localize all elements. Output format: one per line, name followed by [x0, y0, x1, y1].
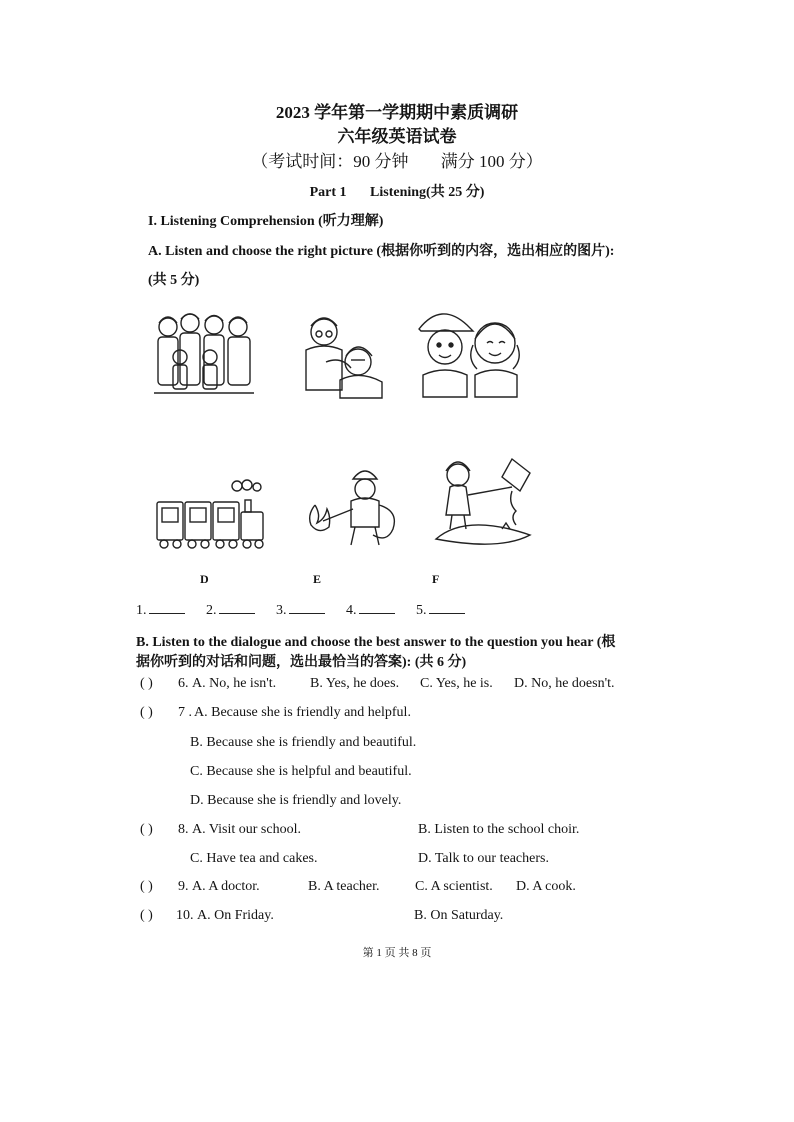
q10-option-b: B. On Saturday.	[414, 908, 504, 923]
q7-bracket[interactable]: ( )	[140, 705, 153, 720]
part-label: Part 1	[309, 185, 347, 200]
q7-option-b: B. Because she is friendly and beautiful.	[190, 735, 417, 750]
q8-option-b: B. Listen to the school choir.	[418, 822, 580, 837]
part-heading	[0, 181, 794, 201]
q10-number: 10.	[176, 908, 194, 923]
q8-option-a: A. Visit our school.	[192, 822, 301, 837]
q6-option-b: B. Yes, he does.	[310, 676, 400, 691]
answer-blank-5[interactable]: 5.	[416, 603, 465, 618]
picture-c-children	[415, 305, 525, 400]
picture-e-firefighter	[305, 465, 405, 550]
picture-f-kite	[432, 455, 537, 550]
answer-blanks	[136, 601, 483, 619]
page-footer: 第 1 页 共 8 页	[362, 947, 432, 959]
q9-number: 9.	[178, 879, 189, 894]
q8-bracket[interactable]: ( )	[140, 822, 153, 837]
exam-subtitle: 六年级英语试卷	[337, 127, 457, 146]
picture-label-e: E	[313, 572, 322, 586]
section-a-points: (共 5 分)	[148, 273, 200, 288]
full-score: 满分 100 分）	[440, 152, 543, 171]
answer-blank-2[interactable]: 2.	[206, 603, 255, 618]
answer-blank-4[interactable]: 4.	[346, 603, 395, 618]
section-1-title: I. Listening Comprehension (听力理解)	[148, 214, 384, 229]
answer-blank-3[interactable]: 3.	[276, 603, 325, 618]
q9-option-a: A. A doctor.	[192, 879, 260, 894]
q9-option-d: D. A cook.	[516, 879, 576, 894]
picture-b-doctor	[296, 310, 391, 400]
section-b-instruction-1: B. Listen to the dialogue and choose the best answer to the question you hear (根	[136, 635, 616, 650]
exam-info	[0, 147, 794, 172]
answer-blank-1[interactable]: 1.	[136, 603, 185, 618]
exam-title: 2023 学年第一学期期中素质调研	[275, 103, 519, 122]
q7-option-c: C. Because she is helpful and beautiful.	[190, 764, 412, 779]
q7-option-d: D. Because she is friendly and lovely.	[190, 793, 402, 808]
q9-option-b: B. A teacher.	[308, 879, 380, 894]
q6-option-c: C. Yes, he is.	[420, 676, 493, 691]
q7-number: 7 .	[178, 705, 192, 720]
q7-option-a: A. Because she is friendly and helpful.	[194, 705, 411, 720]
picture-d-train	[155, 478, 270, 550]
q6-option-d: D. No, he doesn't.	[514, 676, 615, 691]
q8-number: 8.	[178, 822, 189, 837]
q8-option-d: D. Talk to our teachers.	[418, 851, 549, 866]
section-b-instruction-2: 据你听到的对话和问题，选出最恰当的答案): (共 6 分)	[136, 655, 467, 670]
picture-label-d: D	[200, 572, 209, 586]
part-title: Listening(共 25 分)	[370, 185, 485, 200]
section-a-instruction: A. Listen and choose the right picture (根据你听到的内容，选出相应的图片):	[148, 244, 615, 259]
q9-bracket[interactable]: ( )	[140, 879, 153, 894]
picture-label-f: F	[432, 572, 440, 586]
q8-option-c: C. Have tea and cakes.	[190, 851, 318, 866]
exam-time: （考试时间：90 分钟	[251, 152, 409, 171]
q6-option-a: A. No, he isn't.	[192, 676, 277, 691]
picture-a-family	[150, 305, 260, 400]
q6-number: 6.	[178, 676, 189, 691]
q10-bracket[interactable]: ( )	[140, 908, 153, 923]
q10-option-a: A. On Friday.	[197, 908, 274, 923]
q6-bracket[interactable]: ( )	[140, 676, 153, 691]
q9-option-c: C. A scientist.	[415, 879, 493, 894]
